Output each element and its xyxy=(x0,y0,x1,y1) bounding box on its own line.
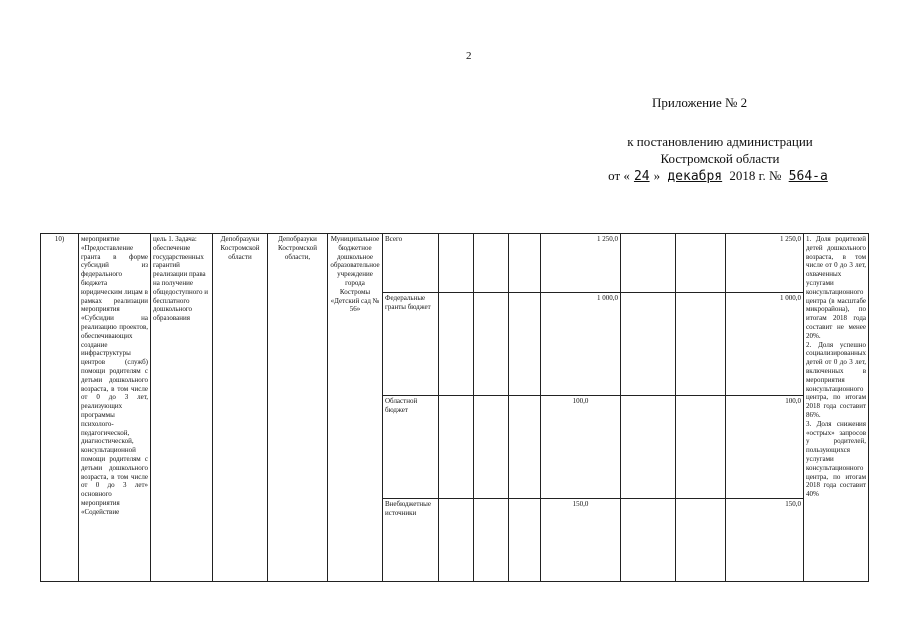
decree-reference xyxy=(580,133,860,185)
empty-cell xyxy=(676,234,726,293)
year-amount-cell: 1 000,0 xyxy=(541,293,621,396)
empty-cell xyxy=(621,293,676,396)
empty-cell xyxy=(509,395,541,498)
institution-cell: Муниципальное бюджетное дошкольное образовательное учреждение города Костромы «Детский сад № 56» xyxy=(328,234,383,582)
total-amount-cell: 1 000,0 xyxy=(726,293,804,396)
results-cell: 1. Доля родителей детей дошкольного возраста, в том числе от 0 до 3 лет, охваченных услугами консультационного центра (в масштабе микрорайона), по итогам 2018 года составит не менее 20%. 2. Доля успешно социализированных детей от 0 до 3 лет, включенных в мероприятия консультационного центра, по итогам 2018 года составит 86%. 3. Доля снижения «острых» запросов у родителей, пользующихся услугами консультационного центра, по итогам 2018 года составит 40% xyxy=(804,234,869,582)
year-amount-cell: 150,0 xyxy=(541,499,621,582)
empty-cell xyxy=(474,293,509,396)
empty-cell xyxy=(439,234,474,293)
empty-cell xyxy=(474,395,509,498)
row-number: 10) xyxy=(41,234,79,582)
measure-cell: мероприятие «Предоставление гранта в форме субсидий из федерального бюджета юридическим лицам в рамках реализации мероприятия «Субсидии на реализацию проектов, обеспечивающих создание инфраструктуры центров (служб) помощи родителям с детьми дошкольного возраста, в том числе от 0 до 3 лет, реализующих программы психолого-педагогической, диагностической, консультационной помощи родителям с детьми дошкольного возраста, в том числе от 0 до 3 лет» основного мероприятия «Содействие xyxy=(79,234,151,582)
program-table xyxy=(40,233,869,582)
source-cell: Федеральные гранты бюджет xyxy=(383,293,439,396)
empty-cell xyxy=(621,234,676,293)
empty-cell xyxy=(474,499,509,582)
date-prefix: от « xyxy=(608,168,630,183)
empty-cell xyxy=(474,234,509,293)
total-amount-cell: 100,0 xyxy=(726,395,804,498)
empty-cell xyxy=(509,234,541,293)
page-number: 2 xyxy=(466,50,472,62)
date-mid: » xyxy=(653,168,661,183)
year-amount-cell: 100,0 xyxy=(541,395,621,498)
empty-cell xyxy=(621,499,676,582)
table-row xyxy=(41,234,869,293)
empty-cell xyxy=(676,395,726,498)
empty-cell xyxy=(676,499,726,582)
total-amount-cell: 150,0 xyxy=(726,499,804,582)
source-cell: Внебюджетные источники xyxy=(383,499,439,582)
empty-cell xyxy=(509,293,541,396)
empty-cell xyxy=(439,499,474,582)
decree-region: Костромской области xyxy=(660,151,780,166)
empty-cell xyxy=(621,395,676,498)
empty-cell xyxy=(676,293,726,396)
empty-cell xyxy=(509,499,541,582)
date-day: 24 xyxy=(633,169,650,184)
source-cell: Всего xyxy=(383,234,439,293)
decree-date-line xyxy=(580,167,860,185)
empty-cell xyxy=(439,395,474,498)
total-amount-cell: 1 250,0 xyxy=(726,234,804,293)
appendix-title: Приложение № 2 xyxy=(652,95,748,110)
goal-cell: цель 1. Задача: обеспечение государственных гарантий реализации права на получение общедоступного и бесплатного дошкольного образования xyxy=(151,234,213,582)
date-month: декабря xyxy=(667,169,723,184)
executor-cell: Депобразуки Костромской области xyxy=(213,234,268,582)
source-cell: Областной бюджет xyxy=(383,395,439,498)
year-amount-cell: 1 250,0 xyxy=(541,234,621,293)
decree-number: 564-а xyxy=(788,169,828,184)
empty-cell xyxy=(439,293,474,396)
coexecutor-cell: Депобразуки Костромской области, xyxy=(268,234,328,582)
date-year: 2018 г. № xyxy=(729,168,782,183)
decree-to: к постановлению администрации xyxy=(627,134,813,149)
